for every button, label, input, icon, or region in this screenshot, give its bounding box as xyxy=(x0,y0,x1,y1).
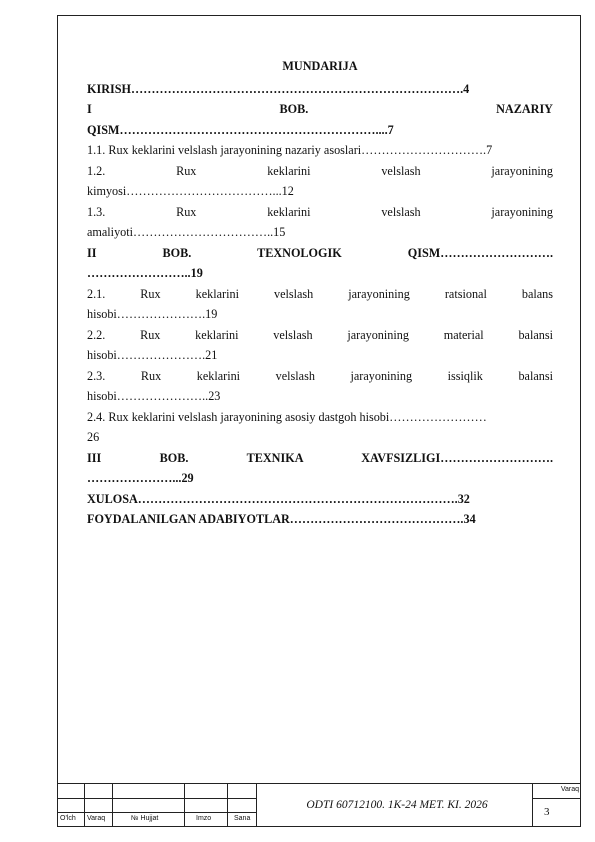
stamp-row-line xyxy=(57,798,256,799)
toc-entry-1-3-line1: 1.3. Rux keklarini velslash jarayonining xyxy=(87,204,553,219)
toc-entry-xulosa: XULOSA…………………………………………………………………….32 xyxy=(87,491,470,506)
stamp-row-line xyxy=(532,798,581,799)
toc-entry-chapter3-line1: III BOB. TEXNIKA XAVFSIZLIGI………………………. xyxy=(87,450,553,465)
toc-entry-chapter2-line1: II BOB. TEXNOLOGIK QISM………………………. xyxy=(87,245,553,260)
toc-entry-1-2-line1: 1.2. Rux keklarini velslash jarayonining xyxy=(87,163,553,178)
toc-entry-1-1: 1.1. Rux keklarini velslash jarayonining nazariy asoslari………………………….7 xyxy=(87,143,493,157)
stamp-label-imzo: Imzo xyxy=(196,815,212,822)
document-code: ODTI 60712100. 1K-24 MET. KI. 2026 xyxy=(306,799,488,811)
stamp-label-hujjat: № Hujjat xyxy=(131,815,159,822)
toc-entry-chapter1-line1: I BOB. NAZARIY xyxy=(87,102,553,116)
toc-entry-2-4-line1: 2.4. Rux keklarini velslash jarayonining asosiy dastgoh hisobi…………………… xyxy=(87,409,487,424)
stamp-divider xyxy=(112,784,113,827)
toc-entry-kirish: KIRISH……………………………………………………………………….4 xyxy=(87,81,470,96)
stamp-divider xyxy=(256,784,257,827)
toc-title: MUNDARIJA xyxy=(282,59,358,73)
sheet-number: 3 xyxy=(544,806,550,818)
table-of-contents xyxy=(87,56,553,530)
toc-entry-2-1-line2: hisobi………………….19 xyxy=(87,307,218,321)
stamp-label-sana: Sana xyxy=(234,815,251,822)
toc-entry-2-1-line1: 2.1. Rux keklarini velslash jarayonining ratsional balans xyxy=(87,286,553,301)
toc-entry-2-2-line1: 2.2. Rux keklarini velslash jarayonining material balansi xyxy=(87,327,553,342)
stamp-divider xyxy=(84,784,85,827)
stamp-label-olch: O'lch xyxy=(60,815,76,822)
toc-entry-2-3-line2: hisobi…………………..23 xyxy=(87,389,221,403)
toc-entry-1-2-line2: kimyosi………………………………...12 xyxy=(87,184,294,198)
toc-entry-2-3-line1: 2.3. Rux keklarini velslash jarayonining issiqlik balansi xyxy=(87,368,553,383)
toc-entry-1-3-line2: amaliyoti……………………………..15 xyxy=(87,225,286,239)
stamp-label-varaq: Varaq xyxy=(87,815,106,822)
toc-entry-2-4-line2: 26 xyxy=(87,430,100,444)
title-block-stamp xyxy=(57,783,581,827)
stamp-divider xyxy=(532,784,533,827)
toc-entry-chapter2-line2: ……………………..19 xyxy=(87,266,203,280)
toc-entry-chapter1-line2: QISM………………………………………………………....7 xyxy=(87,122,394,137)
toc-entry-adabiyotlar: FOYDALANILGAN ADABIYOTLAR…………………………………….34 xyxy=(87,512,476,526)
sheet-label: Varaq xyxy=(560,786,579,793)
stamp-row-line xyxy=(57,812,256,813)
toc-entry-chapter3-line2: …………………...29 xyxy=(87,471,194,485)
stamp-divider xyxy=(227,784,228,827)
toc-entry-2-2-line2: hisobi………………….21 xyxy=(87,348,218,362)
stamp-divider xyxy=(184,784,185,827)
